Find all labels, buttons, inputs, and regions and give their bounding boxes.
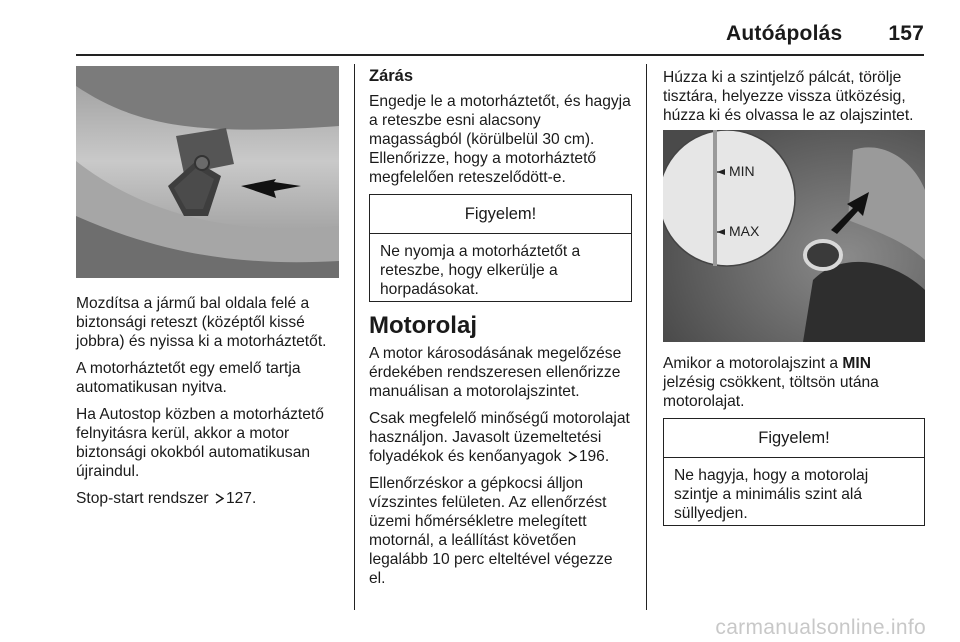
paragraph-text: jelzésig csökkent, töltsön utána motorolajat.	[663, 374, 879, 410]
paragraph-text: Amikor a motorolajszint a	[663, 355, 839, 372]
page-number: 157	[888, 22, 924, 45]
column-separator-2	[646, 64, 647, 610]
warning-note-box	[369, 194, 632, 302]
hood-latch-photo	[76, 66, 339, 278]
cross-reference-triangle-icon	[568, 451, 577, 462]
column-2-text-bottom	[369, 312, 632, 596]
note-body: Ne nyomja a motorháztetőt a reteszbe, hogy elkerülje a horpadásokat.	[380, 243, 581, 298]
note-title: Figyelem!	[664, 419, 924, 458]
dipstick-max-label: MAX	[729, 223, 760, 239]
section-title-engine-oil: Motorolaj	[369, 312, 477, 339]
watermark: carmanualsonline.info	[715, 616, 926, 639]
paragraph: Engedje le a motorháztetőt, és hagyja a reteszbe esni alacsony magasságból (körülbelül 30 cm). Ellenőrizze, hogy a motorháztető megfelelően reteszelődött-e.	[369, 93, 631, 186]
paragraph: A motorháztetőt egy emelő tartja automatikusan nyitva.	[76, 360, 301, 396]
page-header	[0, 22, 924, 46]
paragraph	[369, 409, 632, 466]
paragraph: Ha Autostop közben a motorháztető felnyitásra kerül, akkor a motor biztonsági okokból automatikusan újraindul.	[76, 406, 324, 480]
note-body: Ne hagyja, hogy a motorolaj szintje a minimális szint alá süllyedjen.	[674, 467, 869, 522]
column-3-text-top	[663, 68, 925, 133]
cross-reference-text: Csak megfelelő minőségű motorolajat használjon. Javasolt üzemeltetési folyadékok és kenőanyagok	[369, 410, 630, 465]
paragraph: Húzza ki a szintjelző pálcát, törölje tisztára, helyezze vissza ütközésig, húzza ki és olvassa le az olajszintet.	[663, 69, 914, 124]
column-3-text-middle	[663, 354, 925, 419]
min-emphasis: MIN	[842, 355, 871, 372]
paragraph: Ellenőrzéskor a gépkocsi álljon vízszintes felületen. Az ellenőrzést üzemi hőmérsékletre melegített motornál, a leállítást követően legalább 10 perc elteltével végezze el.	[369, 475, 613, 587]
cross-reference-triangle-icon	[215, 493, 224, 504]
header-rule	[76, 54, 924, 56]
column-separator-1	[354, 64, 355, 610]
cross-reference-page[interactable]: 196.	[578, 448, 610, 465]
cross-reference-page[interactable]: 127.	[225, 490, 257, 507]
warning-note-box	[663, 418, 925, 526]
dipstick-photo	[663, 130, 925, 342]
note-title: Figyelem!	[370, 195, 631, 234]
subheading-closing: Zárás	[369, 67, 414, 85]
paragraph: Mozdítsa a jármű bal oldala felé a biztonsági reteszt (középtől kissé jobbra) és nyissa ki a motorháztetőt.	[76, 295, 327, 350]
paragraph: A motor károsodásának megelőzése érdekében rendszeresen ellenőrizze manuálisan a motorolajszintet.	[369, 345, 622, 400]
paragraph	[663, 354, 925, 411]
column-2-text-top	[369, 66, 632, 195]
column-1-text	[76, 294, 346, 516]
paragraph	[76, 489, 346, 508]
chapter-title: Autóápolás	[726, 22, 843, 45]
dipstick-min-label: MIN	[729, 163, 755, 179]
cross-reference-text: Stop-start rendszer	[76, 490, 209, 507]
